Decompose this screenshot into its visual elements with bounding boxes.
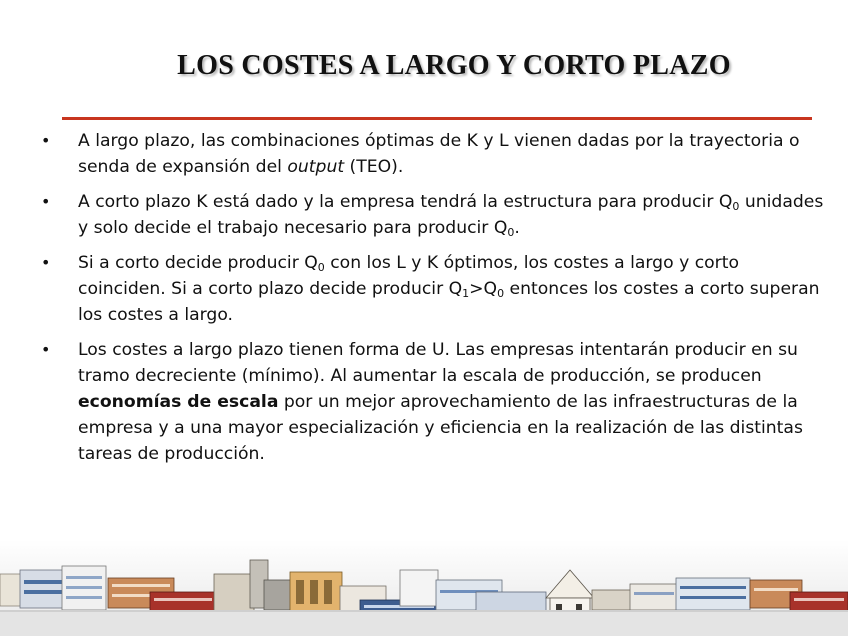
bullet-item <box>38 337 828 467</box>
bullet-dot-icon: • <box>41 192 51 211</box>
bullet-text: A largo plazo, las combinaciones óptimas de K y L vienen dadas por la trayectoria o senda de expansión del output (TEO). <box>78 131 800 177</box>
bullet-text: Los costes a largo plazo tienen forma de U. Las empresas intentarán producir en su tramo decreciente (mínimo). Al aumentar la escala de producción, se producen economías de escala por un mejor aprovechamiento de las infraestructuras de la empresa y a una mayor especialización y eficiencia en la realización de las distintas tareas de producción. <box>78 340 803 464</box>
bullet-item <box>38 189 828 241</box>
bullet-item <box>38 250 828 328</box>
buildings-skyline-image <box>0 540 848 636</box>
bullet-dot-icon: • <box>41 340 51 359</box>
bullet-list <box>38 128 828 476</box>
bullet-dot-icon: • <box>41 253 51 272</box>
bullet-dot-icon: • <box>41 131 51 150</box>
title-divider <box>62 117 812 120</box>
emphasis-economias-de-escala: economías de escala <box>78 392 279 412</box>
bullet-item <box>38 128 828 180</box>
bullet-text: Si a corto decide producir $Q_0$ con los L y K óptimos, los costes a largo y corto coinciden. Si a corto plazo decide producir $Q_1>Q_0$ entonces los costes a corto superan los costes a largo. <box>78 253 820 325</box>
bullet-text: A corto plazo K está dado y la empresa tendrá la estructura para producir $Q_0$ unidades y solo decide el trabajo necesario para producir $Q_0$. <box>78 192 824 239</box>
slide-title: LOS COSTES A LARGO Y CORTO PLAZO <box>177 50 731 81</box>
emphasis-output: output <box>287 157 345 177</box>
